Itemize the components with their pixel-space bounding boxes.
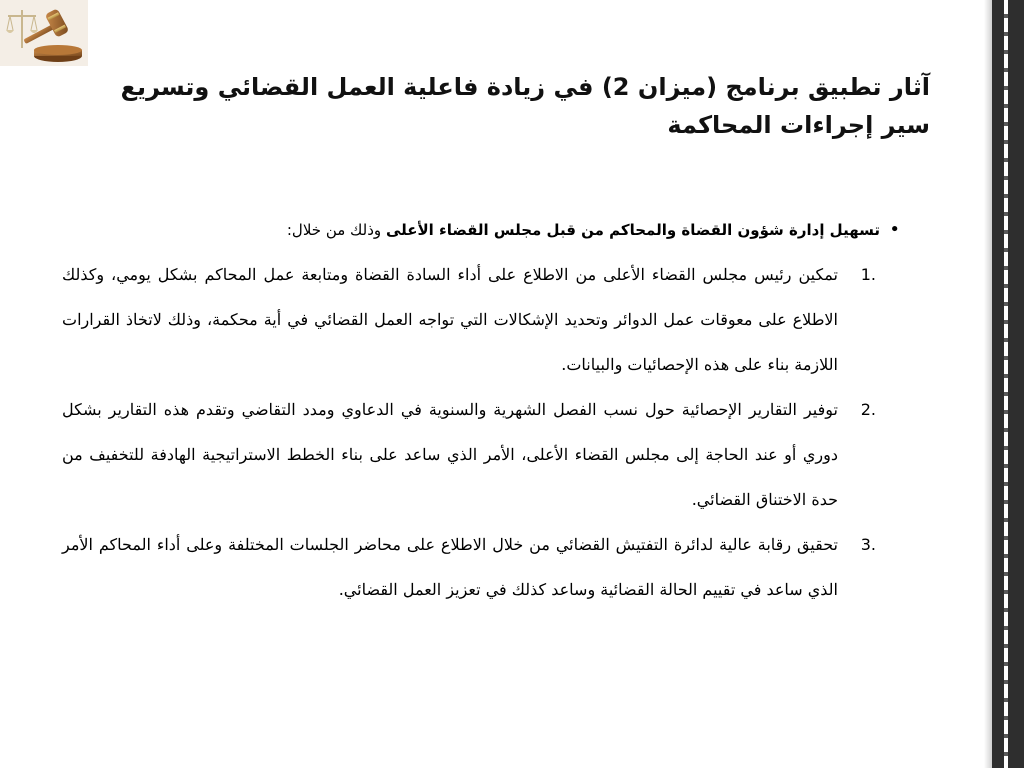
list-item [62, 387, 912, 522]
gavel-scales-icon [0, 0, 88, 66]
list-item-text: تحقيق رقابة عالية لدائرة التفتيش القضائي من خلال الاطلاع على محاضر الجلسات المختلفة وعلى أداء المحاكم الأمر الذي ساعد في تقييم الحالة القضائية وساعد كذلك في تعزيز العمل القضائي. [62, 535, 838, 599]
slide-title: آثار تطبيق برنامج (ميزان 2) في زيادة فاعلية العمل القضائي وتسريع سير إجراءات المحاكمة [120, 73, 930, 139]
list-item [62, 522, 912, 612]
list-item-text: تمكين رئيس مجلس القضاء الأعلى من الاطلاع على أداء السادة القضاة ومتابعة عمل المحاكم بشكل يومي، وكذلك الاطلاع على معوقات عمل الدوائر وتحديد الإشكالات التي تواجه العمل القضائي في أية محكمة، وذلك لاتخاذ القرارات اللازمة بناء على هذه الإحصائيات والبيانات. [62, 265, 838, 374]
edge-shadow [984, 0, 992, 768]
list-item-number: 2. [860, 400, 876, 419]
list-item [62, 252, 912, 387]
list-item-number: 1. [860, 265, 876, 284]
bullet-marker: • [889, 219, 900, 240]
list-item-text: توفير التقارير الإحصائية حول نسب الفصل الشهرية والسنوية في الدعاوي ومدد التقاضي وتقدم هذه التقارير بشكل دوري أو عند الحاجة إلى مجلس القضاء الأعلى، الأمر الذي ساعد على بناء الخطط الاستراتيجية الهادفة للتخفيف من حدة الاختناق القضائي. [62, 400, 838, 509]
bullet-rest-text: وذلك من خلال: [286, 221, 386, 239]
bullet-bold-text: تسهيل إدارة شؤون القضاة والمحاكم من قبل مجلس القضاء الأعلى [385, 221, 880, 239]
slide-body [62, 216, 912, 612]
main-bullet [62, 216, 912, 244]
list-item-number: 3. [860, 535, 876, 554]
right-edge-stripe [1004, 0, 1008, 768]
right-edge-band [992, 0, 1024, 768]
